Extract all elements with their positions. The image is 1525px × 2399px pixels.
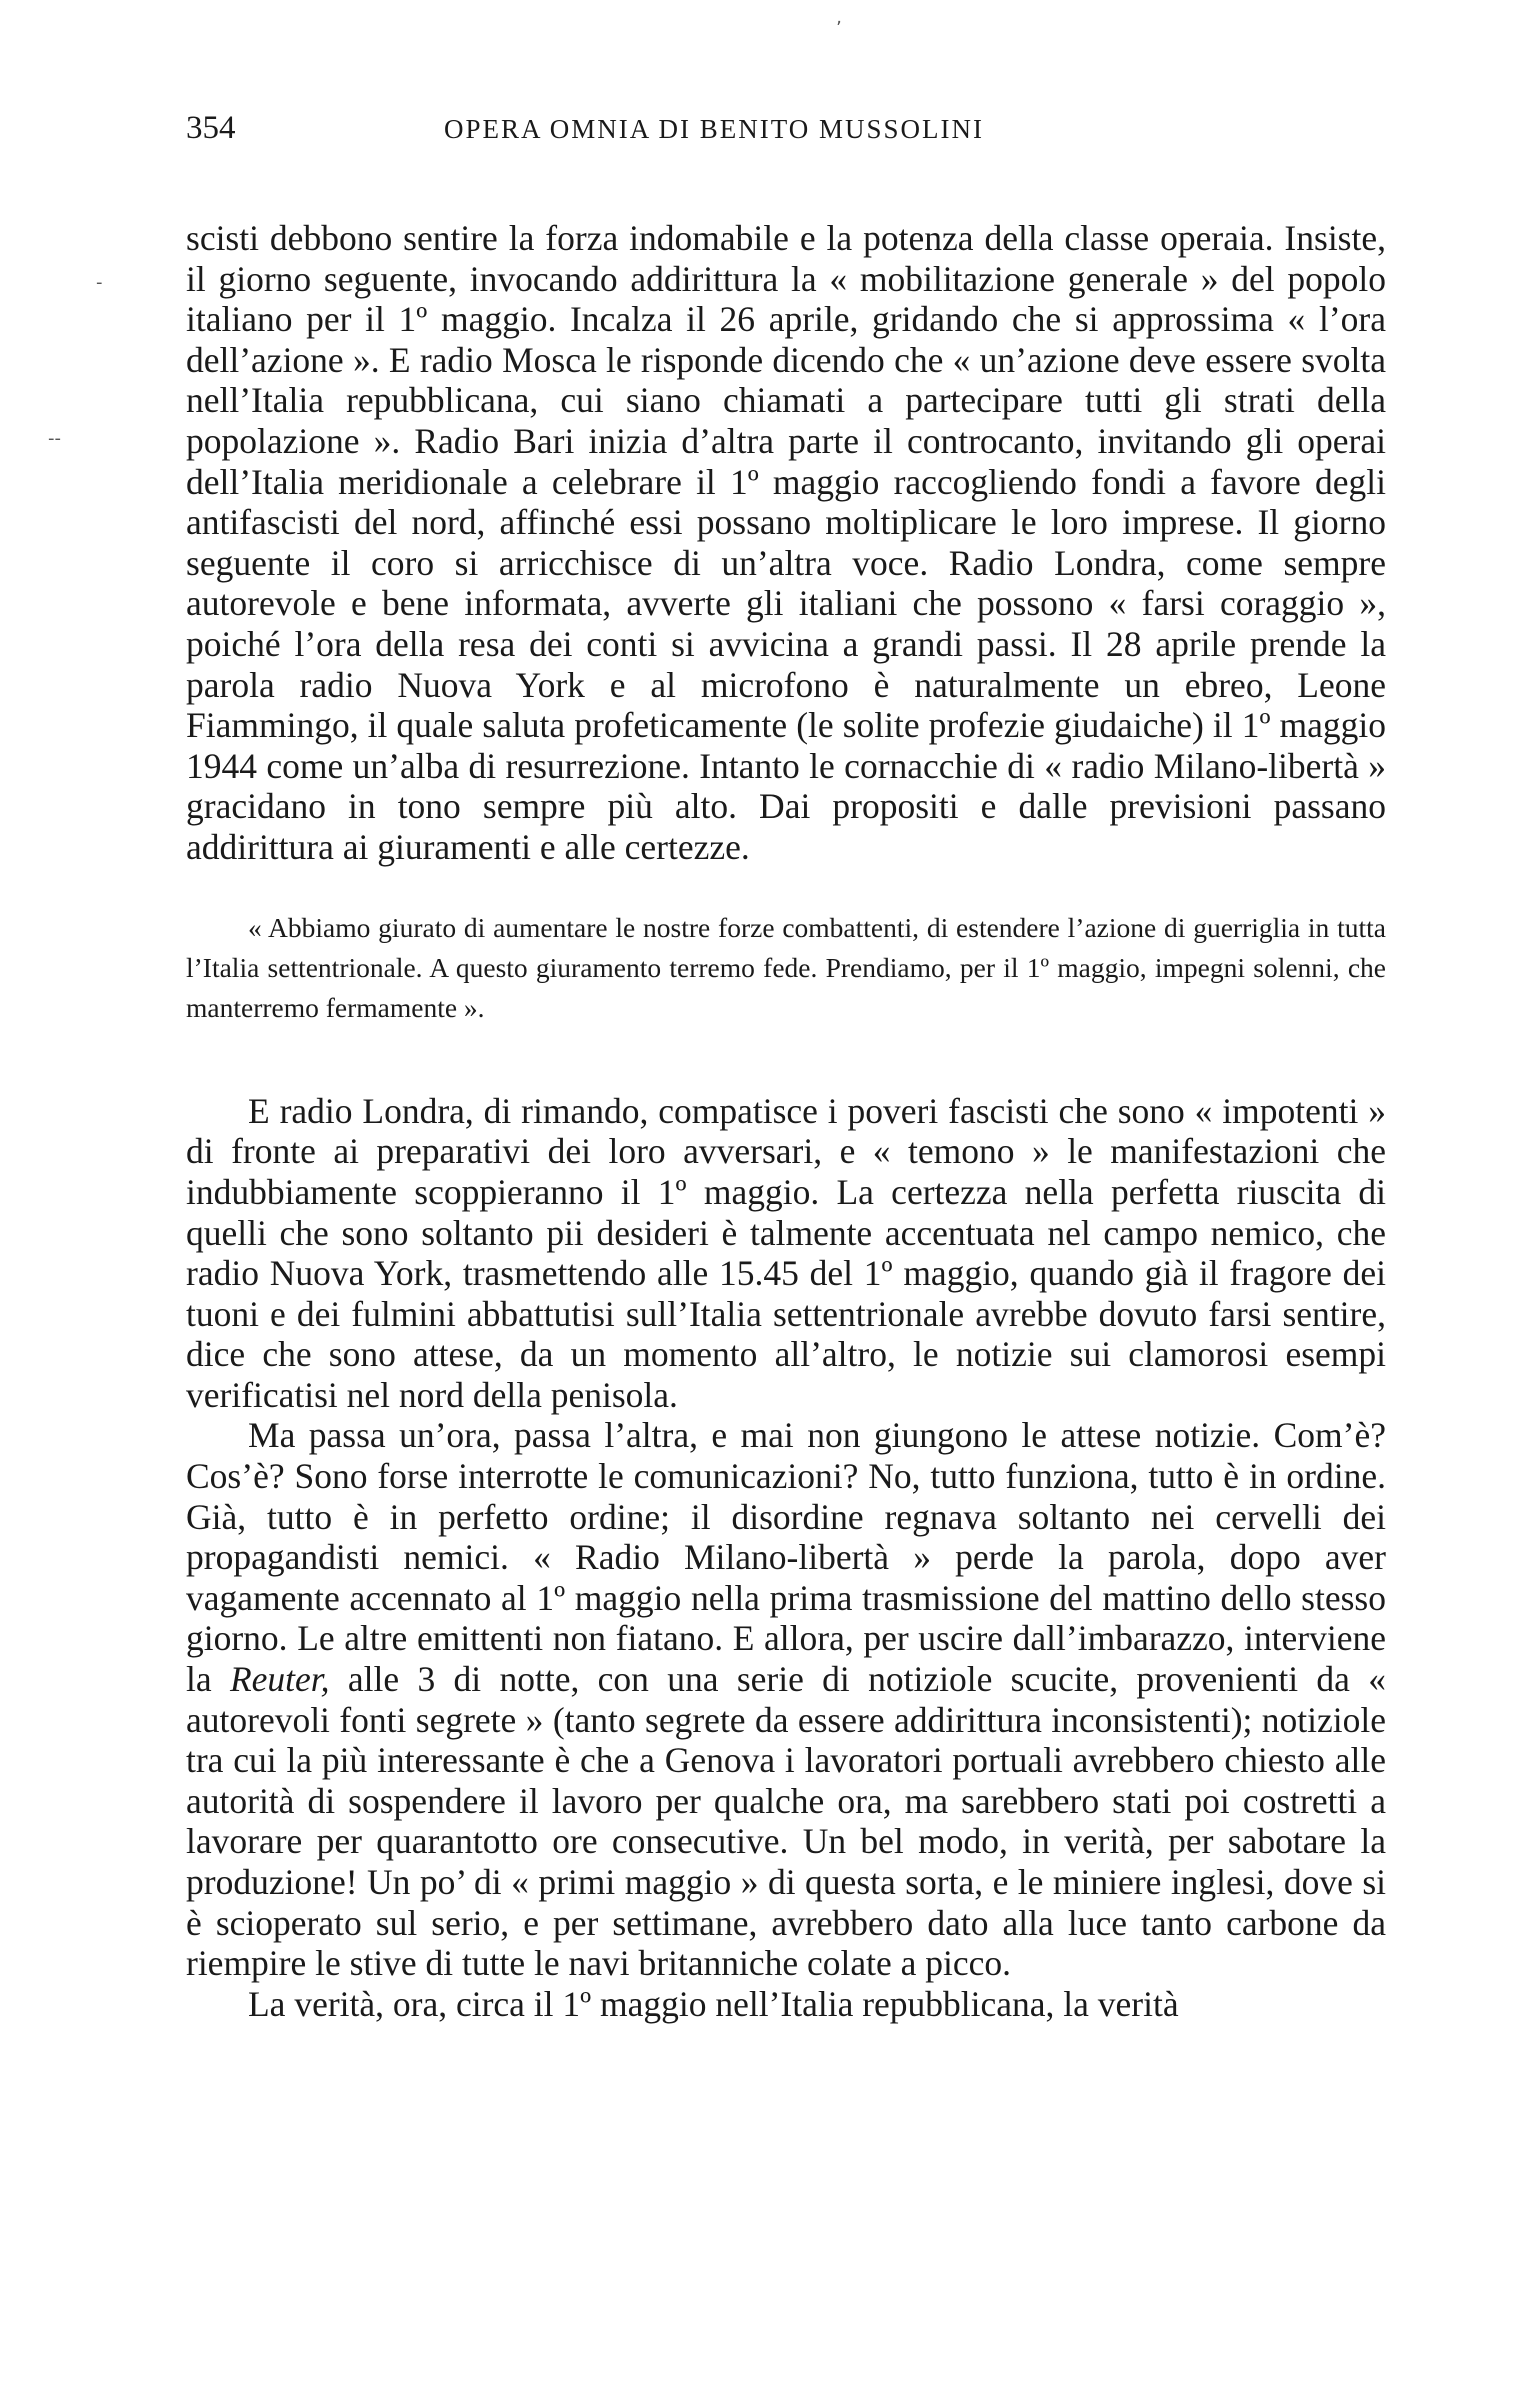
running-title: OPERA OMNIA DI BENITO MUSSOLINI <box>444 114 985 144</box>
reuter-italic: Reuter, <box>229 1659 330 1700</box>
paragraph-3 <box>186 1415 1386 1983</box>
book-page <box>186 110 1386 2024</box>
paragraph-1: scisti debbono sentire la forza indomabile e la potenza della classe operaia. Insiste, il giorno seguente, invocando addirittura la « mobilitazione generale » del popolo italiano per il 1º maggio. Incalza il 26 aprile, gridando che si approssima « l’ora dell’azione ». E radio Mosca le risponde dicendo che « un’azione deve essere svolta nell’Italia repubblicana, cui siano chiamati a partecipare tutti gli strati della popolazione ». Radio Bari inizia d’altra parte il controcanto, invitando gli operai dell’Italia meridionale a celebrare il 1º maggio raccogliendo fondi a favore degli antifascisti del nord, affinché essi possano moltiplicare le loro imprese. Il giorno seguente il coro si arricchisce di un’altra voce. Radio Londra, come sempre autorevole e bene informata, avverte gli italiani che possono « farsi coraggio », poiché l’ora della resa dei conti si avvicina a grandi passi. Il 28 aprile prende la parola radio Nuova York e al microfono è naturalmente un ebreo, Leone Fiammingo, il quale saluta profeticamente (le solite profezie giudaiche) il 1º maggio 1944 come un’alba di resurrezione. Intanto le cornacchie di « radio Milano-libertà » gracidano in tono sempre più alto. Dai propositi e dalle previsioni passano addirittura ai giuramenti e alle certezze. <box>186 218 1386 867</box>
margin-mark-left-1: - <box>96 272 103 293</box>
paragraph-3-part-2: alle 3 di notte, con una serie di notiziole scucite, provenienti da « autorevoli fonti segrete » (tanto segrete da essere addirittura inconsistenti); notiziole tra cui la più interessante è che a Genova i lavoratori portuali avrebbero chiesto alle autorità di sospendere il lavoro per qualche ora, ma sarebbero stati poi costretti a lavorare per quarantotto ore consecutive. Un bel modo, in verità, per sabotare la produzione! Un po’ di « primi maggio » di questa sorta, e le miniere inglesi, dove si è scioperato sul serio, e per settimane, avrebbero dato alla luce tanto carbone da riempire le stive di tutte le navi britanniche colate a picco. <box>186 1659 1387 1984</box>
margin-mark-left-2: -- <box>48 428 61 449</box>
paragraph-3-part-1: Ma passa un’ora, passa l’altra, e mai non giungono le attese notizie. Com’è? Cos’è? Sono forse interrotte le comunicazioni? No, tutto funziona, tutto è in ordine. Già, tutto è in perfetto ordine; il disordine regnava soltanto nei cervelli dei propagandisti nemici. « Radio Milano-libertà » perde la parola, dopo aver vagamente accennato al 1º maggio nella prima trasmissione del mattino dello stesso giorno. Le altre emittenti non fiatano. E allora, per uscire dall’imbarazzo, interviene la <box>186 1415 1386 1700</box>
margin-mark-top: ʼ <box>836 18 842 39</box>
page-header <box>186 110 1386 170</box>
block-quote: « Abbiamo giurato di aumentare le nostre forze combattenti, di estendere l’azione di guerriglia in tutta l’Italia settentrionale. A questo giuramento terremo fede. Prendiamo, per il 1º maggio, impegni solenni, che manterremo fermamente ». <box>186 911 1386 1024</box>
paragraph-2: E radio Londra, di rimando, compatisce i poveri fascisti che sono « impotenti » di fronte ai preparativi dei loro avversari, e « temono » le manifestazioni che indubbiamente scoppieranno il 1º maggio. La certezza nella perfetta riuscita di quelli che sono soltanto pii desideri è talmente accentuata nel campo nemico, che radio Nuova York, trasmettendo alle 15.45 del 1º maggio, quando già il fragore dei tuoni e dei fulmini abbattutisi sull’Italia settentrionale avrebbe dovuto farsi sentire, dice che sono attese, da un momento all’altro, le notizie sui clamorosi esempi verificatisi nel nord della penisola. <box>186 1090 1386 1415</box>
page-number: 354 <box>186 110 236 146</box>
paragraph-4: La verità, ora, circa il 1º maggio nell’Italia repubblicana, la verità <box>248 1983 1179 2024</box>
